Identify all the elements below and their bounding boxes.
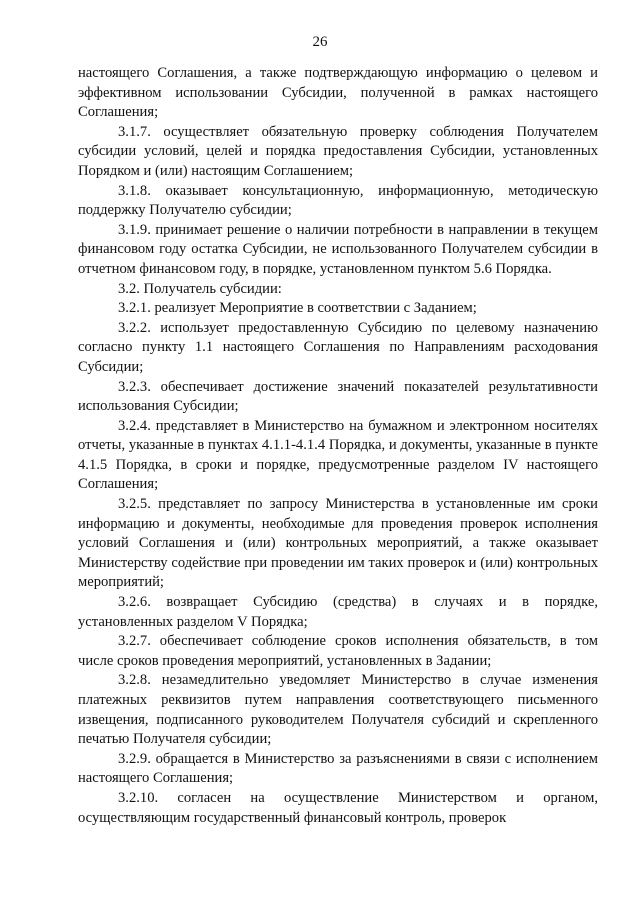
paragraph-3-2-9: 3.2.9. обращается в Министерство за разъяснениями в связи с исполнением настоящего Соглашения; (78, 750, 598, 787)
document-body (78, 64, 598, 828)
paragraph-3-2-5: 3.2.5. представляет по запросу Министерства в установленные им сроки информацию и документы, необходимые для проведения проверок исполнения условий Соглашения и (или) контрольных мероприятий, а также оказывает Министерству содействие при проведении им таких проверок и (или) контрольных мероприятий; (78, 496, 598, 591)
paragraph-3-1-8: 3.1.8. оказывает консультационную, информационную, методическую поддержку Получателю субсидии; (78, 182, 598, 219)
paragraph-3-2-10: 3.2.10. согласен на осуществление Министерством и органом, осуществляющим государственный финансовый контроль, проверок (78, 789, 598, 826)
paragraph-3-2-3: 3.2.3. обеспечивает достижение значений показателей результативности использования Субсидии; (78, 378, 598, 415)
paragraph-continuation: настоящего Соглашения, а также подтверждающую информацию о целевом и эффективном использовании Субсидии, полученной в рамках настоящего Соглашения; (78, 65, 598, 121)
paragraph-3-1-7: 3.1.7. осуществляет обязательную проверку соблюдения Получателем субсидии условий, целей и порядка предоставления Субсидии, установленных Порядком и (или) настоящим Соглашением; (78, 123, 598, 179)
paragraph-3-2-8: 3.2.8. незамедлительно уведомляет Министерство в случае изменения платежных реквизитов путем направления соответствующего письменного извещения, подписанного руководителем Получателя субсидий и скрепленного печатью Получателя субсидии; (78, 672, 598, 748)
paragraph-3-2-6: 3.2.6. возвращает Субсидию (средства) в случаях и в порядке, установленных разделом V Порядка; (78, 594, 598, 630)
paragraph-3-2-4: 3.2.4. представляет в Министерство на бумажном и электронном носителях отчеты, указанные в пунктах 4.1.1-4.1.4 Порядка, и документы, указанные в пункте 4.1.5 Порядка, в сроки и порядке, предусмотренные разделом IV настоящего Соглашения; (78, 417, 598, 493)
paragraph-3-2-7: 3.2.7. обеспечивает соблюдение сроков исполнения обязательств, в том числе сроков проведения мероприятий, установленных в Задании; (78, 633, 598, 669)
paragraph-3-2-1: 3.2.1. реализует Мероприятие в соответствии с Заданием; (118, 300, 477, 317)
paragraph-3-2-2: 3.2.2. использует предоставленную Субсидию по целевому назначению согласно пункту 1.1 настоящего Соглашения по Направлениям расходования Субсидии; (78, 319, 598, 375)
page-number: 26 (312, 34, 328, 50)
paragraph-3-2: 3.2. Получатель субсидии: (118, 280, 282, 297)
paragraph-3-1-9: 3.1.9. принимает решение о наличии потребности в направлении в текущем финансовом году остатка Субсидии, не использованного Получателем субсидии в отчетном финансовом году, в порядке, установленном пунктом 5.6 Порядка. (78, 221, 598, 277)
